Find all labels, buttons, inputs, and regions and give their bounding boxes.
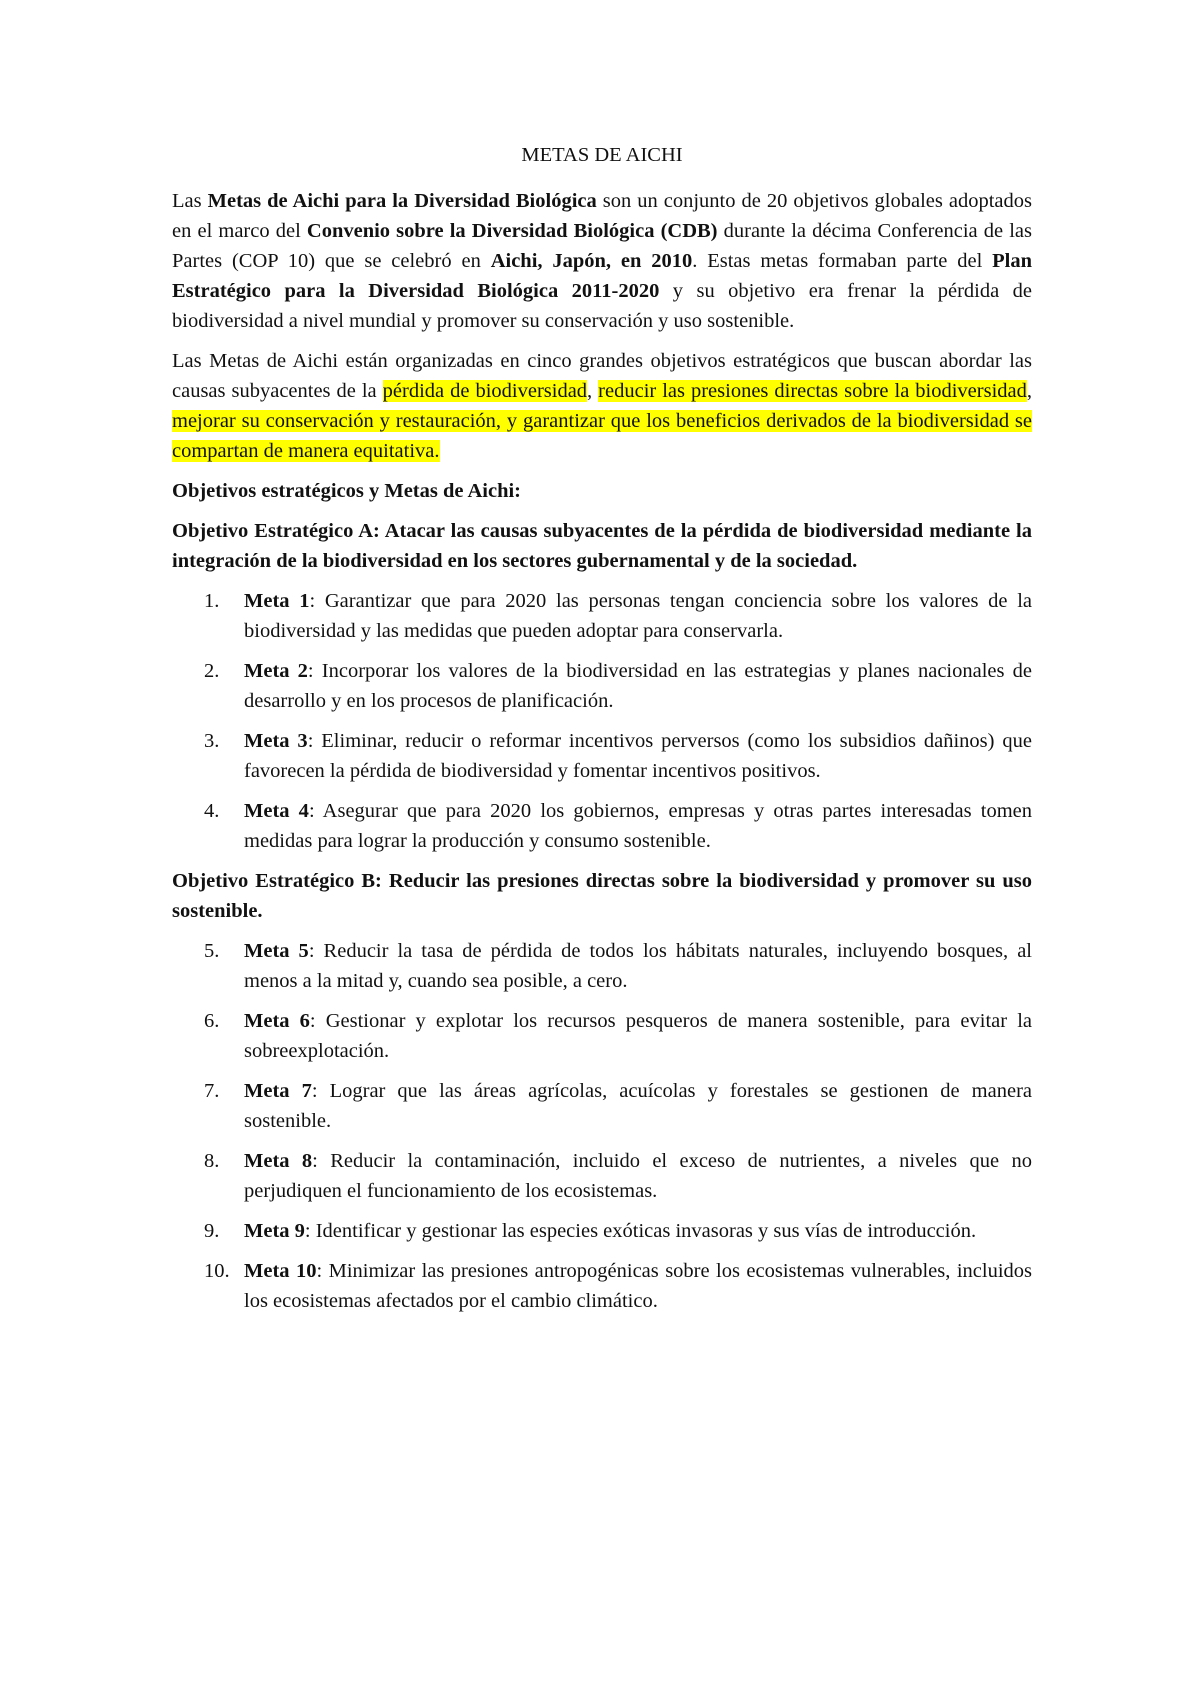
meta-text: : Gestionar y explotar los recursos pesqueros de manera sostenible, para evitar la sobreexplotación. [244,1010,1032,1062]
meta-label: Meta 3 [244,730,308,752]
meta-text: : Garantizar que para 2020 las personas tengan conciencia sobre los valores de la biodiversidad y las medidas que pueden adoptar para conservarla. [244,590,1032,642]
highlight-1: pérdida de biodiversidad [382,380,588,402]
meta-text: : Reducir la tasa de pérdida de todos los hábitats naturales, incluyendo bosques, al menos a la mitad y, cuando sea posible, a cero. [244,940,1032,992]
objective-b-heading: Objetivo Estratégico B: Reducir las presiones directas sobre la biodiversidad y promover su uso sostenible. [172,870,1032,922]
meta-label: Meta 1 [244,590,310,612]
meta-label: Meta 7 [244,1080,312,1102]
list-item [172,1256,1032,1316]
meta-text: : Eliminar, reducir o reformar incentivos perversos (como los subsidios dañinos) que favorecen la pérdida de biodiversidad y fomentar incentivos positivos. [244,730,1032,782]
meta-label: Meta 10 [244,1260,317,1282]
document-title: METAS DE AICHI [521,144,683,166]
intro-bold-3: Aichi, Japón, en 2010 [490,250,693,272]
meta-text: : Asegurar que para 2020 los gobiernos, empresas y otras partes interesadas tomen medidas para lograr la producción y consumo sostenible. [244,800,1032,852]
list-item [172,586,1032,646]
meta-text: : Lograr que las áreas agrícolas, acuícolas y forestales se gestionen de manera sostenible. [244,1080,1032,1132]
list-number: 8. [204,1150,220,1172]
intro-text-3: durante la décima Conferencia de las Partes (COP 10) que se celebró en [172,220,1032,272]
meta-label: Meta 4 [244,800,309,822]
intro-bold-2: Convenio sobre la Diversidad Biológica (CDB) [306,220,718,242]
intro-bold-1: Metas de Aichi para la Diversidad Biológica [207,190,597,212]
intro-text-4: . Estas metas formaban parte del [692,250,993,272]
structure-text-1: Las Metas de Aichi están organizadas en cinco grandes objetivos estratégicos que buscan abordar las causas subyacentes de la [172,350,1032,402]
intro-bold-4: Plan Estratégico para la Diversidad Biológica 2011-2020 [172,250,1033,302]
highlight-2: reducir las presiones directas sobre la biodiversidad [598,380,1027,402]
list-item [172,656,1032,716]
meta-label: Meta 6 [244,1010,310,1032]
meta-text: : Minimizar las presiones antropogénicas sobre los ecosistemas vulnerables, incluidos los ecosistemas afectados por el cambio climático. [244,1260,1032,1312]
list-number: 2. [204,660,220,682]
list-item [172,796,1032,856]
meta-label: Meta 2 [244,660,308,682]
list-number: 10. [204,1260,230,1282]
meta-text: : Identificar y gestionar las especies exóticas invasoras y sus vías de introducción. [304,1220,977,1242]
metas-list-b [172,936,1032,1316]
list-number: 7. [204,1080,220,1102]
list-item [172,726,1032,786]
list-number: 5. [204,940,220,962]
meta-text: : Reducir la contaminación, incluido el exceso de nutrientes, a niveles que no perjudiquen el funcionamiento de los ecosistemas. [244,1150,1032,1202]
metas-list-a [172,586,1032,856]
structure-text-3: , [1026,380,1032,402]
list-number: 3. [204,730,220,752]
intro-paragraph [172,186,1032,336]
intro-text-1: Las [172,190,208,212]
list-item [172,1146,1032,1206]
intro-text-5: y su objetivo era frenar la pérdida de biodiversidad a nivel mundial y promover su conservación y uso sostenible. [172,280,1032,332]
list-item [172,1006,1032,1066]
list-number: 6. [204,1010,220,1032]
meta-label: Meta 5 [244,940,309,962]
list-number: 9. [204,1220,220,1242]
structure-text-2: , [587,380,599,402]
list-number: 4. [204,800,220,822]
meta-label: Meta 8 [244,1150,313,1172]
list-number: 1. [204,590,220,612]
list-item [172,1076,1032,1136]
intro-text-2: son un conjunto de 20 objetivos globales adoptados en el marco del [172,190,1033,242]
meta-text: : Incorporar los valores de la biodiversidad en las estrategias y planes nacionales de desarrollo y en los procesos de planificación. [244,660,1032,712]
list-item [172,936,1032,996]
objective-a-heading: Objetivo Estratégico A: Atacar las causas subyacentes de la pérdida de biodiversidad mediante la integración de la biodiversidad en los sectores gubernamental y de la sociedad. [172,520,1032,572]
list-item [172,1216,1032,1246]
section-heading: Objetivos estratégicos y Metas de Aichi: [172,480,521,502]
meta-label: Meta 9 [244,1220,305,1242]
highlight-3: mejorar su conservación y restauración, y garantizar que los beneficios derivados de la biodiversidad se compartan de manera equitativa. [172,410,1032,462]
structure-paragraph [172,346,1032,466]
